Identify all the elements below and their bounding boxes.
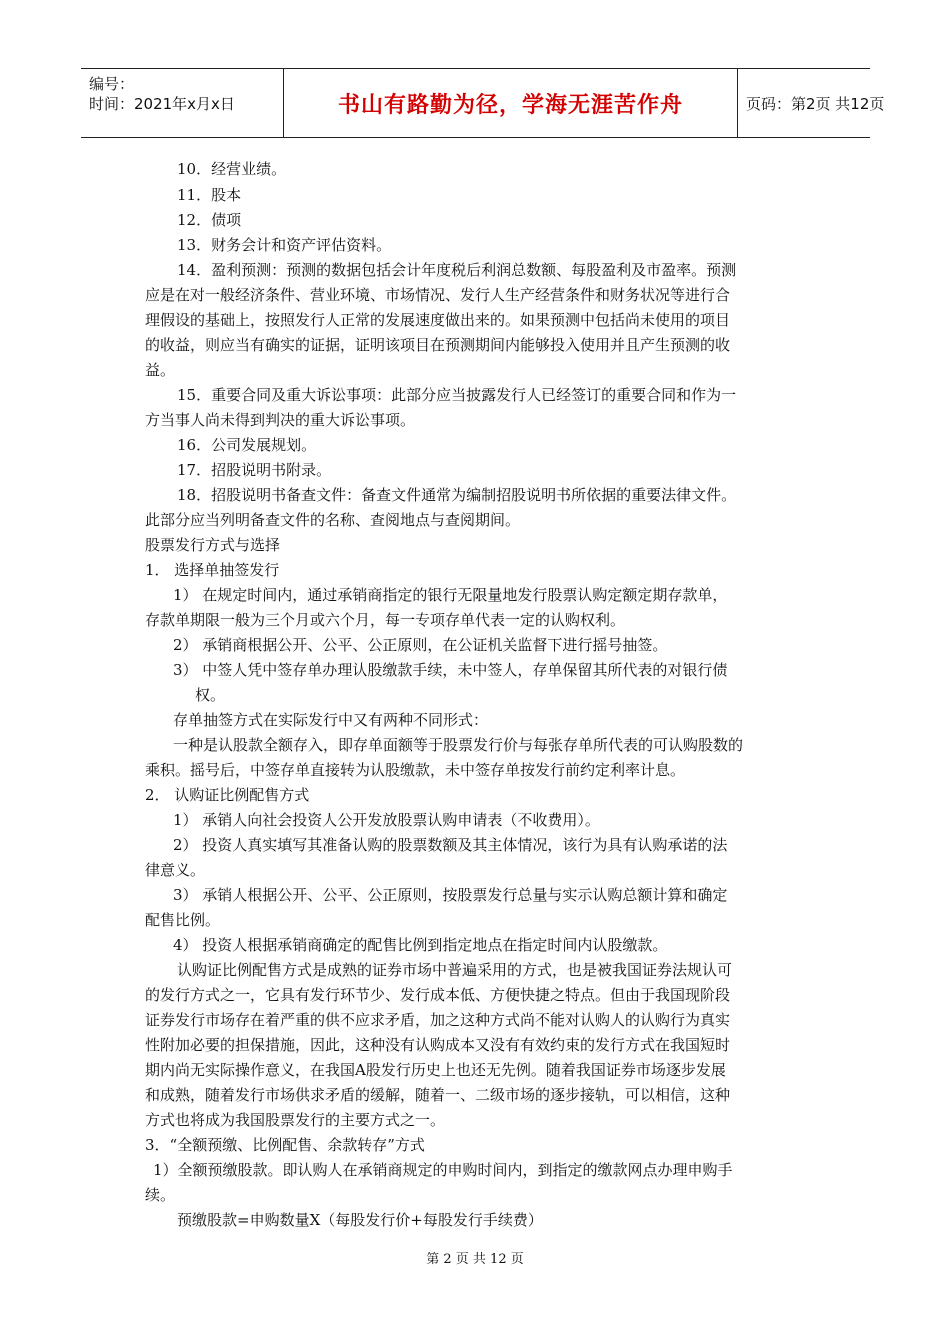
text-line: 存单抽签方式在实际发行中又有两种不同形式： bbox=[173, 711, 489, 729]
text-line: 一种是认股款全额存入，即存单面额等于股票发行价与每张存单所代表的可认购股数的 bbox=[173, 736, 744, 754]
text-line: 1）全额预缴股款。即认购人在承销商规定的申购时间内，到指定的缴款网点办理申购手 bbox=[153, 1161, 733, 1179]
text-line: 11．股本 bbox=[177, 186, 242, 204]
text-line: 18．招股说明书备查文件：备查文件通常为编制招股说明书所依据的重要法律文件。 bbox=[177, 486, 737, 504]
formula-line: 预缴股款=申购数量X（每股发行价+每股发行手续费） bbox=[177, 1211, 543, 1229]
text-line: 17．招股说明书附录。 bbox=[177, 461, 332, 479]
text-line: 权。 bbox=[195, 686, 226, 704]
text-line: 认购证比例配售方式是成熟的证券市场中普遍采用的方式，也是被我国证券法规认可 bbox=[177, 961, 733, 979]
text-line: 2） 投资人真实填写其准备认购的股票数额及其主体情况，该行为具有认购承诺的法 bbox=[173, 836, 728, 854]
text-line: 3） 中签人凭中签存单办理认股缴款手续，未中签人，存单保留其所代表的对银行债 bbox=[173, 661, 728, 679]
text-line: 15．重要合同及重大诉讼事项：此部分应当披露发行人已经签订的重要合同和作为一 bbox=[177, 386, 737, 404]
text-line: 方式也将成为我国股票发行的主要方式之一。 bbox=[145, 1111, 446, 1129]
text-line: 证券发行市场存在着严重的供不应求矛盾，加之这种方式尚不能对认购人的认购行为真实 bbox=[145, 1011, 731, 1029]
header-page-cell bbox=[736, 69, 885, 137]
text-line: 的收益，则应当有确实的证据，证明该项目在预测期间内能够投入使用并且产生预测的收 bbox=[145, 336, 731, 354]
text-line: 益。 bbox=[145, 361, 176, 379]
subsection-heading: 3．“全额预缴、比例配售、余款转存”方式 bbox=[145, 1136, 425, 1154]
text-line: 的发行方式之一，它具有发行环节少、发行成本低、方便快捷之特点。但由于我国现阶段 bbox=[145, 986, 731, 1004]
text-line: 应是在对一般经济条件、营业环境、市场情况、发行人生产经营条件和财务状况等进行合 bbox=[145, 286, 731, 304]
text-line: 1） 在规定时间内，通过承销商指定的银行无限量地发行股票认购定额定期存款单， bbox=[173, 586, 728, 604]
text-line: 13．财务会计和资产评估资料。 bbox=[177, 236, 392, 254]
date-label: 时间：2021年x月x日 bbox=[89, 95, 235, 113]
text-line: 3） 承销人根据公开、公平、公正原则，按股票发行总量与实示认购总额计算和确定 bbox=[173, 886, 728, 904]
text-line: 14．盈利预测：预测的数据包括会计年度税后利润总数额、每股盈利及市盈率。预测 bbox=[177, 261, 737, 279]
text-line: 续。 bbox=[145, 1186, 176, 1204]
text-line: 乘积。摇号后，中签存单直接转为认股缴款，未中签存单按发行前约定利率计息。 bbox=[145, 761, 686, 779]
section-heading: 股票发行方式与选择 bbox=[145, 536, 281, 554]
text-line: 4） 投资人根据承销商确定的配售比例到指定地点在指定时间内认股缴款。 bbox=[173, 936, 668, 954]
text-line: 理假设的基础上，按照发行人正常的发展速度做出来的。如果预测中包括尚未使用的项目 bbox=[145, 311, 731, 329]
text-line: 10．经营业绩。 bbox=[177, 160, 287, 178]
text-line: 2） 承销商根据公开、公平、公正原则，在公证机关监督下进行摇号抽签。 bbox=[173, 636, 668, 654]
text-line: 性附加必要的担保措施，因此，这种没有认购成本又没有有效约束的发行方式在我国短时 bbox=[145, 1036, 731, 1054]
text-line: 律意义。 bbox=[145, 861, 206, 879]
header-page-info: 页码：第2页 共12页 bbox=[746, 94, 885, 113]
text-line: 存款单期限一般为三个月或六个月，每一专项存单代表一定的认购权利。 bbox=[145, 611, 626, 629]
header-left-cell bbox=[81, 69, 283, 137]
text-line: 此部分应当列明备查文件的名称、查阅地点与查阅期间。 bbox=[145, 511, 521, 529]
text-line: 1） 承销人向社会投资人公开发放股票认购申请表（不收费用）。 bbox=[173, 811, 600, 829]
subsection-heading: 1． 选择单抽签发行 bbox=[145, 561, 280, 579]
motto: 书山有路勤为径，学海无涯苦作舟 bbox=[337, 92, 683, 118]
text-line: 12．债项 bbox=[177, 211, 242, 229]
number-label: 编号： bbox=[89, 75, 135, 93]
text-line: 和成熟，随着发行市场供求矛盾的缓解，随着一、二级市场的逐步接轨，可以相信，这种 bbox=[145, 1086, 731, 1104]
text-line: 方当事人尚未得到判决的重大诉讼事项。 bbox=[145, 411, 416, 429]
page-footer: 第 2 页 共 12 页 bbox=[426, 1252, 524, 1267]
page-header bbox=[81, 68, 885, 138]
text-line: 配售比例。 bbox=[145, 911, 221, 929]
text-line: 16．公司发展规划。 bbox=[177, 436, 317, 454]
subsection-heading: 2． 认购证比例配售方式 bbox=[145, 786, 310, 804]
text-line: 期内尚无实际操作意义，在我国A股发行历史上也还无先例。随着我国证券市场逐步发展 bbox=[145, 1061, 726, 1079]
header-motto-cell bbox=[283, 69, 738, 137]
